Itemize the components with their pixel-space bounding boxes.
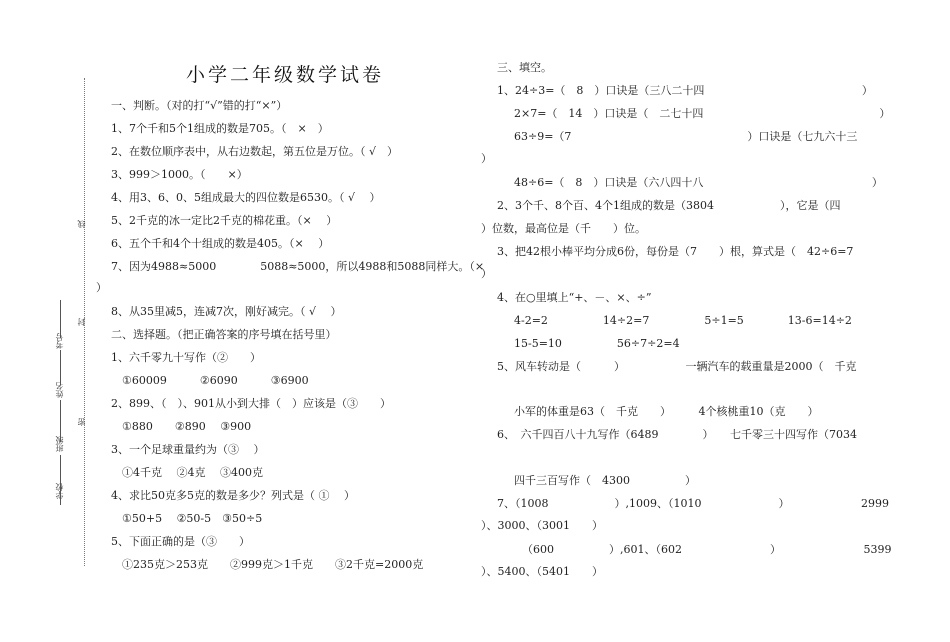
fill-item-6-cont: 四千三百写作（ 4300 ） (514, 474, 696, 487)
judge-item-3: 3、999＞1000。（ ×） (111, 168, 248, 181)
fill-item-4-row1: 4-2=2 14÷2=7 5÷1=5 13-6=14÷2 (514, 314, 852, 327)
choice-item-1: 1、六千零九十写作（② ） (111, 351, 261, 364)
fill-item-1c-cont: ） (481, 152, 492, 165)
choice-item-4: 4、求比50克多5克的数是多少？列式是（ ① ） (111, 489, 355, 502)
fill-item-3: 3、把42根小棒平均分成6份，每份是（7 ）根，算式是（ 42÷6=7 (497, 245, 854, 258)
binding-mark-mi: 密 (77, 418, 86, 426)
choice-item-1-options: ①60009 ②6090 ③6900 (122, 374, 309, 387)
fill-item-6: 6、 六千四百八十九写作（6489 ） 七千零三十四写作（7034 (497, 428, 857, 441)
class-blank (60, 400, 61, 442)
judge-heading: 一、判断。（对的打“√”错的打“×”） (111, 99, 288, 112)
binding-mark-feng: 封 (77, 318, 86, 326)
choice-item-2: 2、899、（ ）、901从小到大排（ ）应该是（③ ） (111, 397, 391, 410)
fill-item-7a: 7、（1008 ）,1009、（1010 ） 2999 (497, 497, 889, 510)
fill-item-1c: 63÷9=（7 ）口诀是（七九六十三 (514, 130, 858, 143)
choice-item-3-options: ①4千克 ②4克 ③400克 (122, 466, 263, 479)
choice-item-4-options: ①50+5 ②50-5 ③50÷5 (122, 512, 263, 525)
judge-item-4: 4、用3、6、0、5组成最大的四位数是6530。（ √ ） (111, 191, 381, 204)
fill-heading: 三、填空。 (497, 61, 552, 74)
judge-item-5: 5、2千克的冰一定比2千克的棉花重。（× ） (111, 214, 338, 227)
judge-item-1: 1、7个千和5个1组成的数是705。（ × ） (111, 122, 329, 135)
fill-item-7a-cont: ）、3000、（3001 ） (481, 519, 603, 532)
judge-item-7-cont: ） (96, 281, 107, 294)
fill-item-2: 2、3个千、8个百、4个1组成的数是（3804 ），它是（四 (497, 199, 841, 212)
fill-item-2-cont: ）位数，最高位是（千 ）位。 (481, 222, 646, 235)
judge-item-8: 8、从35里减5，连减7次，刚好减完。（ √ ） (111, 305, 342, 318)
binding-label-name: 姓名 (55, 382, 64, 398)
binding-label-class: 班级 (55, 436, 64, 452)
judge-item-2: 2、在数位顺序表中，从右边数起，第五位是万位。（ √ ） (111, 145, 399, 158)
number-blank (60, 300, 61, 338)
choice-item-3: 3、一个足球重量约为（③ ） (111, 443, 265, 456)
fill-item-5: 5、风车转动是（ ） 一辆汽车的载重量是2000（ 千克 (497, 360, 857, 373)
choice-item-2-options: ①880 ②890 ③900 (122, 420, 252, 433)
fill-item-7b-cont: ）、5400、（5401 ） (481, 565, 603, 578)
fill-item-1a: 1、24÷3=（ 8 ）口诀是（三八二十四 ） (497, 84, 873, 97)
fill-item-4: 4、在○里填上“+、－、×、÷” (497, 291, 652, 304)
choice-item-5-options: ①235克＞253克 ②999克＞1千克 ③2千克=2000克 (122, 558, 424, 571)
fill-item-4-row2: 15-5=10 56÷7÷2=4 (514, 337, 680, 350)
fill-item-3-cont: ） (481, 267, 492, 280)
choice-heading: 二、选择题。（把正确答案的序号填在括号里） (111, 328, 337, 341)
fill-item-7b: （600 ）,601、（602 ） 5399 (522, 543, 892, 556)
judge-item-6: 6、五个千和4个十组成的数是405。（× ） (111, 237, 330, 250)
binding-label-school: 学校 (55, 483, 64, 499)
choice-item-5: 5、下面正确的是（③ ） (111, 535, 250, 548)
fill-item-1d: 48÷6=（ 8 ）口诀是（六八四十八 ） (514, 176, 883, 189)
name-blank (60, 350, 61, 385)
school-blank (60, 455, 61, 505)
judge-item-7: 7、因为4988≈5000 5088≈5000，所以4988和5088同样大。（× (111, 260, 485, 273)
binding-mark-xian: 线 (77, 220, 86, 228)
fill-item-5-cont: 小军的体重是63（ 千克 ） 4个核桃重10（克 ） (514, 405, 819, 418)
binding-label-number: 考号 (55, 333, 64, 349)
page-title: 小学二年级数学试卷 (186, 64, 385, 86)
fill-item-1b: 2×7=（ 14 ）口诀是（ 二七十四 ） (514, 107, 891, 120)
